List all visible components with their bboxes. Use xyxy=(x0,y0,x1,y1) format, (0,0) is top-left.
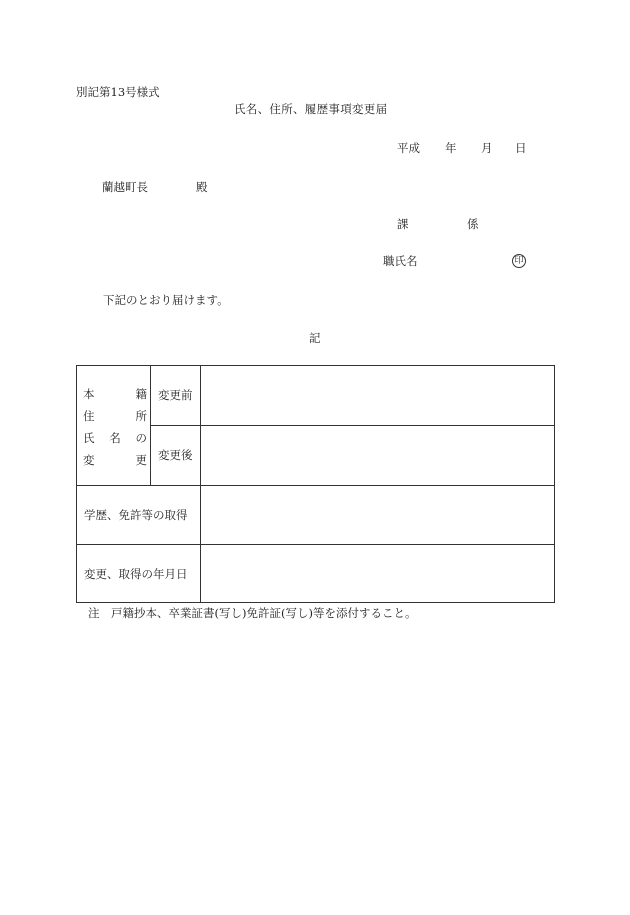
form-number: 別記第13号様式 xyxy=(76,85,160,99)
item-char: の xyxy=(135,431,147,445)
item-label-line xyxy=(83,386,147,408)
change-date-value[interactable] xyxy=(201,545,554,603)
item-char: 本 xyxy=(83,387,95,401)
after-change-value[interactable] xyxy=(201,426,554,485)
attachment-note: 注 戸籍抄本、卒業証書(写し)免許証(写し)等を添付すること。 xyxy=(88,606,417,620)
officer-name-label: 職氏名 xyxy=(383,254,418,268)
form-table xyxy=(76,365,555,603)
subsection-label: 係 xyxy=(467,217,479,231)
intro-text: 下記のとおり届けます。 xyxy=(103,293,229,307)
section-label: 課 xyxy=(397,217,409,231)
item-label-cell xyxy=(83,386,147,474)
after-change-label: 変更後 xyxy=(158,448,193,462)
date-month-label: 月 xyxy=(481,141,493,155)
item-char: 所 xyxy=(135,409,147,423)
item-label-line xyxy=(83,408,147,430)
before-change-label: 変更前 xyxy=(158,388,193,402)
item-label-line xyxy=(83,452,147,474)
date-year-label: 年 xyxy=(445,141,457,155)
item-char: 更 xyxy=(135,453,147,467)
item-label-line xyxy=(83,430,147,452)
addressee-name: 蘭越町長 xyxy=(102,180,148,194)
education-label: 学歴、免許等の取得 xyxy=(84,508,188,522)
before-change-value[interactable] xyxy=(201,366,554,425)
item-char: 住 xyxy=(83,409,95,423)
change-date-label: 変更、取得の年月日 xyxy=(84,567,188,581)
education-value[interactable] xyxy=(201,486,554,544)
item-char: 名 xyxy=(109,431,121,445)
addressee-honorific: 殿 xyxy=(196,180,208,194)
item-char: 籍 xyxy=(135,387,147,401)
document-title: 氏名、住所、履歴事項変更届 xyxy=(234,102,388,116)
date-era: 平成 xyxy=(397,141,420,155)
item-char: 変 xyxy=(83,453,95,467)
item-char: 氏 xyxy=(83,431,95,445)
seal-mark: 印 xyxy=(512,254,526,268)
date-day-label: 日 xyxy=(515,141,527,155)
ki-heading: 記 xyxy=(309,331,321,345)
